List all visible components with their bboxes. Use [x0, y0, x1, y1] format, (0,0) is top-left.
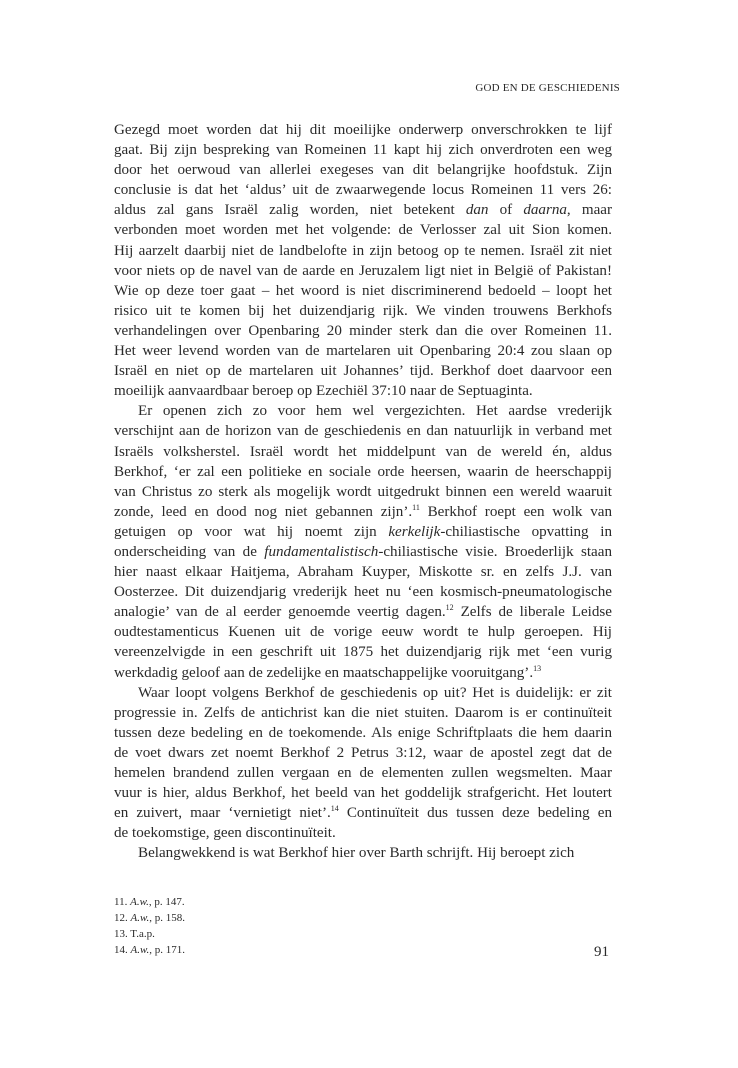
text-run: , maar [566, 202, 612, 219]
text-run: tussen deze bedeling en de toekomende. Als enige Schriftplaats die hem daarin [114, 724, 612, 741]
text-run: verhandelingen over Openbaring 20 minder sterk dan die over Romeinen 11. [114, 322, 612, 339]
text-run: aldus zal gans Israël zalig worden, niet betekent [114, 202, 466, 219]
text-run: conclusie is dat het ‘aldus’ uit de zwaarwegende locus Romeinen 11 vers 26: [114, 182, 612, 199]
text-run: Zelfs de liberale Leidse [453, 604, 612, 621]
text-line [114, 381, 612, 401]
text-run: Israëls volksherstel. Israël wordt het middelpunt van de wereld én, aldus [114, 443, 612, 460]
text-line [114, 763, 612, 783]
text-line [114, 843, 612, 863]
text-line [114, 462, 612, 482]
text-run: de voet dwars zet noemt Berkhof 2 Petrus 3:12, waar de apostel zegt dat de [114, 744, 612, 761]
italic-run: dan [465, 202, 489, 219]
text-run: en zuivert, maar ‘vernietigt niet’. [114, 805, 331, 822]
text-line [114, 823, 612, 843]
italic-run: fundamentalistisch [264, 543, 379, 560]
italic-run: kerkelijk [388, 523, 441, 540]
text-run: 13. T.a.p. [114, 928, 155, 940]
text-line [114, 783, 612, 803]
text-line [114, 683, 612, 703]
text-line [114, 803, 612, 823]
footnotes [114, 894, 185, 958]
footnote [114, 942, 185, 958]
italic-run: A.w. [130, 944, 150, 956]
text-line [114, 502, 612, 522]
text-run: onderscheiding van de [114, 543, 265, 560]
italic-run: A.w. [130, 912, 150, 924]
text-run: of [488, 202, 524, 219]
text-run: 11. [114, 896, 131, 908]
text-run: door het oerwoud van allerlei exegeses van dit belangrijke hoofdstuk. Zijn [114, 162, 612, 179]
text-line [114, 522, 612, 542]
text-run: 12. [114, 912, 131, 924]
footnote-ref: 12 [445, 603, 454, 613]
text-run: verschijnt aan de horizon van de geschiedenis en dan natuurlijk in verband met [114, 423, 612, 440]
footnote-ref: 14 [330, 804, 339, 814]
text-run: de toekomstige, geen discontinuïteit. [114, 825, 336, 842]
italic-run: daarna [523, 202, 567, 219]
text-line [114, 743, 612, 763]
footnote [114, 926, 185, 942]
text-line [114, 321, 612, 341]
text-run: vuur is hier, aldus Berkhof, het beeld van het goddelijk strafgericht. Het loutert [114, 785, 612, 802]
text-run: Continuïteit dus tussen deze bedeling en [338, 805, 613, 822]
text-line [114, 220, 612, 240]
text-run: risico uit te komen bij het duizendjarig rijk. We vinden trouwens Berkhofs [114, 302, 612, 319]
footnote [114, 910, 185, 926]
footnote-ref: 11 [412, 502, 420, 512]
text-run: Wie op deze toer gaat – het woord is niet discriminerend bedoeld – loopt het [114, 282, 612, 299]
text-run: oudtestamenticus Kuenen uit de vorige eeuw wordt te hulp geroepen. Hij [114, 624, 612, 641]
text-run: , p. 158. [149, 912, 185, 924]
footnote-ref: 13 [533, 663, 542, 673]
text-run: -chiliastische visie. Broederlijk staan [378, 543, 612, 560]
text-line [114, 562, 612, 582]
text-line [114, 241, 612, 261]
text-run: , p. 147. [148, 896, 185, 908]
text-line [114, 301, 612, 321]
text-run: verbonden moet worden met het volgende: de Verlosser zal uit Sion komen. [114, 222, 612, 239]
text-run: Israël en niet op de martelaren uit Johannes’ tijd. Berkhof doet daarvoor een [114, 363, 612, 380]
footnote [114, 894, 185, 910]
text-run: -chiliastische opvatting in [440, 523, 612, 540]
text-run: gaat. Bij zijn bespreking van Romeinen 11 kapt hij zich onverdroten een weg [114, 142, 612, 159]
text-line [114, 602, 612, 622]
text-line [114, 200, 612, 220]
text-run: Belangwekkend is wat Berkhof hier over Barth schrijft. Hij beroept zich [138, 845, 575, 862]
text-line [114, 341, 612, 361]
body-text [114, 120, 612, 863]
text-line [114, 582, 612, 602]
text-run: Berkhof, ‘er zal een politieke en sociale orde heersen, waarin de heerschappij [114, 463, 612, 480]
text-line [114, 482, 612, 502]
text-run: Het weer levend worden van de martelaren uit Openbaring 20:4 zou slaan op [114, 343, 612, 360]
text-run: Hij aarzelt daarbij niet de landbelofte in zijn betoog op te nemen. Israël zit niet [114, 242, 612, 259]
italic-run: A.w. [130, 896, 149, 908]
text-run: 14. [114, 944, 131, 956]
text-run: werkdadig geloof aan de zedelijke en maatschappelijke vooruitgang’. [114, 664, 534, 681]
text-run: voor niets op de navel van de aarde en Jeruzalem ligt niet in België of Pakistan! [114, 262, 612, 279]
text-run: Gezegd moet worden dat hij dit moeilijke onderwerp onverschrokken te lijf [114, 122, 612, 138]
text-run: moeilijk aanvaardbaar beroep op Ezechiël 37:10 naar de Septuaginta. [114, 383, 533, 400]
text-line [114, 120, 612, 140]
text-line [114, 703, 612, 723]
text-line [114, 180, 612, 200]
text-line [114, 261, 612, 281]
text-run: hemelen brandend zullen vergaan en de elementen zullen wegsmelten. Maar [114, 765, 612, 781]
text-line [114, 542, 612, 562]
text-run: vereenzelvigde in een geschrift uit 1875 het duizendjarig rijk met ‘een vurig [114, 644, 612, 661]
text-run: hier naast elkaar Haitjema, Abraham Kuyper, Miskotte sr. en zelfs J.J. van [114, 564, 612, 581]
text-line [114, 281, 612, 301]
page-number: 91 [594, 944, 609, 960]
text-line [114, 140, 612, 160]
text-run: Berkhof roept een wolk van [419, 503, 612, 520]
text-line [114, 401, 612, 421]
text-line [114, 421, 612, 441]
text-line [114, 622, 612, 642]
text-run: Waar loopt volgens Berkhof de geschiedenis op uit? Het is duidelijk: er zit [138, 684, 612, 701]
running-head: GOD EN DE GESCHIEDENIS [475, 82, 620, 94]
text-line [114, 160, 612, 180]
text-line [114, 442, 612, 462]
text-run: van Christus zo sterk als mogelijk wordt uitgedrukt binnen een wereld waaruit [114, 483, 612, 500]
text-run: getuigen op voor wat hij noemt zijn [114, 523, 389, 540]
text-run: Oosterzee. Dit duizendjarig vrederijk heet nu ‘een kosmisch-pneumatologische [114, 584, 612, 601]
text-line [114, 663, 612, 683]
text-run: , p. 171. [149, 944, 185, 956]
text-run: analogie’ van de al eerder genoemde veertig dagen. [114, 604, 446, 621]
text-line [114, 361, 612, 381]
text-line [114, 642, 612, 662]
text-run: zonde, leed en dood nog niet gebannen zijn’. [114, 503, 413, 520]
text-run: Er openen zich zo voor hem wel vergezichten. Het aardse vrederijk [138, 403, 612, 420]
text-line [114, 723, 612, 743]
text-run: progressie in. Zelfs de antichrist kan die niet stuiten. Daarom is er continuïteit [114, 704, 612, 721]
